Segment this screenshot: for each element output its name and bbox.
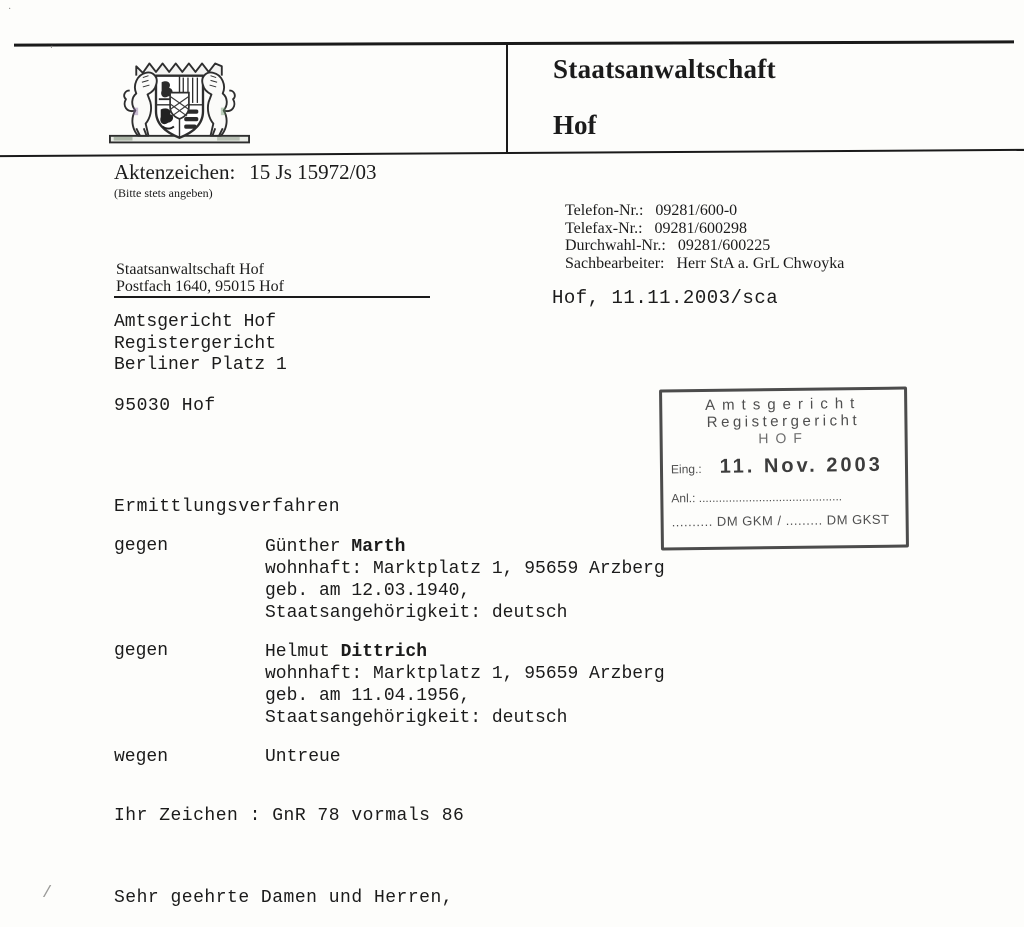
stamp-register-court: Registergericht xyxy=(706,412,861,431)
proceeding-title: Ermittlungsverfahren xyxy=(114,497,341,517)
charge-name: Untreue xyxy=(265,747,341,767)
office-city: Hof xyxy=(553,110,597,140)
contact-label: Telefax-Nr.: xyxy=(565,219,643,237)
defendant-birthdate: geb. am 12.03.1940, xyxy=(265,581,471,601)
defendant-address: wohnhaft: Marktplatz 1, 95659 Arzberg xyxy=(265,664,665,684)
header-vertical-divider xyxy=(506,44,508,154)
contact-block xyxy=(565,202,844,272)
contact-label: Durchwahl-Nr.: xyxy=(565,237,666,254)
charge-prefix: wegen xyxy=(114,747,169,767)
contact-value: 09281/600298 xyxy=(654,219,747,237)
defendant-address: wohnhaft: Marktplatz 1, 95659 Arzberg xyxy=(265,559,665,579)
recipient-line: Berliner Platz 1 xyxy=(114,355,287,375)
contact-label: Telefon-Nr.: xyxy=(565,202,644,219)
file-number-label: Aktenzeichen: xyxy=(114,160,236,184)
defendant-block-1 xyxy=(0,536,1024,626)
contact-label: Sachbearbeiter: xyxy=(565,254,665,272)
defendant-prefix: gegen xyxy=(114,536,169,556)
stamp-received-row xyxy=(671,454,897,480)
sender-return-address xyxy=(116,262,284,295)
header-top-rule xyxy=(14,40,1014,46)
recipient-city: 95030 Hof xyxy=(114,396,216,416)
header-bottom-rule xyxy=(0,149,1024,157)
contact-value: 09281/600225 xyxy=(677,237,771,254)
contact-row-telefon xyxy=(565,202,844,220)
defendant-details xyxy=(265,641,665,729)
defendant-nationality: Staatsangehörigkeit: deutsch xyxy=(265,603,568,623)
recipient-address xyxy=(114,312,287,377)
stamp-fee-row: .......... DM GKM / ......... DM GKST xyxy=(671,511,890,530)
recipient-line: Registergericht xyxy=(114,333,277,354)
stamp-received-label: Eing.: xyxy=(670,462,702,477)
defendant-name-line xyxy=(265,641,665,663)
defendant-block-2 xyxy=(0,641,1024,731)
file-number-line xyxy=(114,160,376,185)
defendant-details xyxy=(265,536,665,624)
file-number-value: 15 Js 15972/03 xyxy=(249,160,377,184)
your-reference-line: Ihr Zeichen : GnR 78 vormals 86 xyxy=(114,806,465,826)
scan-artifact: / xyxy=(42,884,53,903)
scan-artifact: ʻ xyxy=(50,44,53,54)
bavaria-coat-of-arms-icon xyxy=(103,55,256,149)
contact-value: Herr StA a. GrL Chwoyka xyxy=(676,254,845,272)
office-name: Staatsanwaltschaft xyxy=(553,54,776,84)
defendant-first-name: Günther xyxy=(265,537,352,557)
received-stamp xyxy=(659,386,909,550)
stamp-received-date: 11. Nov. 2003 xyxy=(719,453,883,478)
defendant-last-name: Marth xyxy=(351,537,406,557)
stamp-attachments-dots: ........................................... xyxy=(698,489,843,506)
defendant-nationality: Staatsangehörigkeit: deutsch xyxy=(265,708,568,728)
scan-artifact: · xyxy=(8,4,12,15)
contact-row-telefax xyxy=(565,220,844,238)
sender-line2: Postfach 1640, 95015 Hof xyxy=(116,277,284,295)
charge-row xyxy=(0,747,1024,771)
stamp-city: HOF xyxy=(758,429,810,447)
sender-line1: Staatsanwaltschaft Hof xyxy=(116,261,264,278)
sender-underline xyxy=(114,296,430,298)
defendant-prefix: gegen xyxy=(114,641,169,661)
stamp-attachments-row xyxy=(671,489,897,506)
salutation: Sehr geehrte Damen und Herren, xyxy=(114,888,454,908)
file-number-note: (Bitte stets angeben) xyxy=(114,186,213,200)
defendant-first-name: Helmut xyxy=(265,642,341,662)
place-date-line: Hof, 11.11.2003/sca xyxy=(552,287,779,309)
stamp-attachments-label: Anl.: xyxy=(671,491,696,506)
contact-row-durchwahl xyxy=(565,237,844,255)
contact-row-sachbearbeiter xyxy=(565,255,844,273)
defendant-birthdate: geb. am 11.04.1956, xyxy=(265,686,471,706)
defendant-name-line xyxy=(265,536,665,558)
defendant-last-name: Dittrich xyxy=(340,642,428,662)
stamp-court-name: Amtsgericht xyxy=(705,395,862,414)
contact-value: 09281/600-0 xyxy=(655,202,738,219)
recipient-line: Amtsgericht Hof xyxy=(114,312,277,332)
